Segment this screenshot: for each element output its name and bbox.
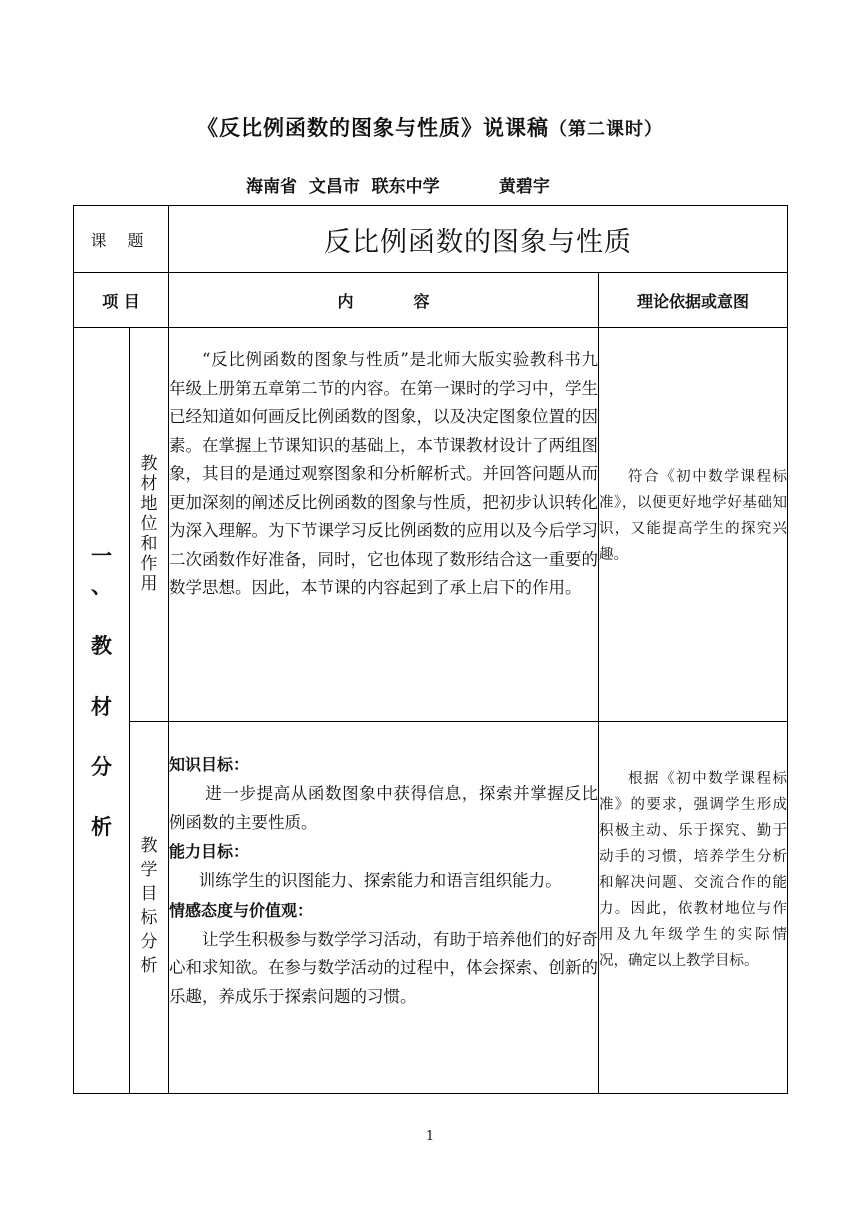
section-char: 教 (91, 634, 112, 659)
lesson-plan-table (73, 205, 788, 1094)
row1-label-char: 地 (140, 494, 158, 514)
row1-note-cell (599, 328, 788, 722)
row2-label-char: 分 (140, 932, 158, 952)
row2-label (130, 722, 169, 1094)
document-title (0, 112, 860, 142)
teaching-goals-row (74, 722, 788, 1094)
row2-label-char: 标 (140, 908, 158, 928)
row2-label-char: 目 (140, 884, 158, 904)
header-rationale: 理论依据或意图 (599, 273, 788, 328)
row2-note: 根据《初中数学课程标准》的要求，强调学生形成积极主动、乐于探究、勤于动手的习惯，培养学生分析和解决问题、交流合作的能力。因此，依教材地位与作用及九年级学生的实际情况，确定以上教学目标。 (599, 771, 787, 969)
row2-label-char: 析 (140, 956, 158, 976)
header-content: 内容 (169, 273, 599, 328)
section-char: 材 (91, 694, 112, 719)
row2-note-cell (599, 722, 788, 1094)
row1-note: 符合《初中数学课程标准》，以便更好地学好基础知识，又能提高学生的探究兴趣。 (599, 468, 787, 563)
row1-label (130, 328, 169, 722)
title-main: 《反比例函数的图象与性质》说课稿 (197, 116, 549, 140)
page-number: 1 (425, 1129, 435, 1144)
row1-label-char: 教 (140, 454, 158, 474)
title-sub: （第二课时） (549, 119, 663, 140)
row2-content (169, 722, 599, 1094)
topic-label: 课 题 (74, 206, 169, 273)
knowledge-goal-heading: 知识目标： (169, 755, 250, 774)
ability-goal-text: 训练学生的识图能力、探索能力和语言组织能力。 (198, 871, 562, 890)
knowledge-goal-text: 进一步提高从函数图象中获得信息，探索并掌握反比例函数的主要性质。 (169, 784, 598, 832)
section-char: 分 (91, 754, 112, 779)
row1-label-char: 位 (140, 514, 158, 534)
section-char: 一 (91, 544, 112, 569)
row1-label-char: 和 (140, 534, 158, 554)
row1-paragraph: “反比例函数的图象与性质”是北师大版实验教科书九年级上册第五章第二节的内容。在第一课时的学习中，学生已经知道如何画反比例函数的图象，以及决定图象位置的因素。在掌握上节课知识的基础上，本节课教材设计了两组图象，其目的是通过观察图象和分析解析式。并回答问题从而更加深刻的阐述反比例函数的图象与性质，把初步认识转化为深入理解。为下节课学习反比例函数的应用以及今后学习二次函数作好准备，同时，它也体现了数形结合这一重要的数学思想。因此，本节课的内容起到了承上启下的作用。 (169, 350, 598, 597)
author-line: 海南省 文昌市 联东中学 黄碧宇 (246, 177, 550, 197)
row2-label-char: 学 (140, 860, 158, 880)
section-char: 析 (91, 814, 112, 839)
row2-label-char: 教 (140, 836, 158, 856)
row1-label-char: 作 (140, 554, 158, 574)
header-item: 项 目 (74, 273, 169, 328)
textbook-role-row (74, 328, 788, 722)
row1-content (169, 328, 599, 722)
topic-value: 反比例函数的图象与性质 (169, 206, 788, 273)
ability-goal-heading: 能力目标： (169, 842, 250, 861)
emotion-goal-text: 让学生积极参与数学学习活动，有助于培养他们的好奇心和求知欲。在参与数学活动的过程中，体会探索、创新的乐趣，养成乐于探索问题的习惯。 (169, 929, 598, 1006)
row1-label-char: 材 (140, 474, 158, 494)
emotion-goal-heading: 情感态度与价值观： (169, 900, 314, 920)
topic-row (74, 206, 788, 273)
header-row (74, 273, 788, 328)
section-char: 、 (91, 574, 112, 599)
row1-label-char: 用 (140, 574, 158, 594)
section-title (74, 328, 130, 1094)
